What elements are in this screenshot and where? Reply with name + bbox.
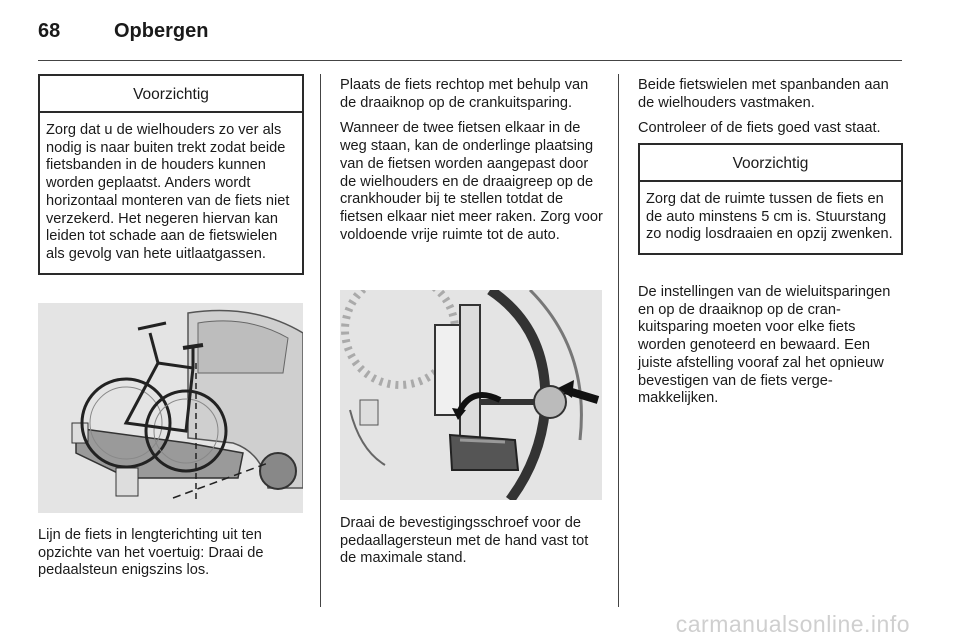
column-divider bbox=[618, 74, 619, 607]
paragraph: Wanneer de twee fietsen elkaar in de weg staan, kan de onderlinge plaatsing van de fietsen worden aangepast door de wielhouders en de draaigreep op de crankhouder bij te stellen totdat de fietsen elkaar niet meer raken. Zorg voor voldoende vrije ruimte tot de auto. bbox=[340, 120, 603, 243]
col3-text bbox=[638, 77, 906, 146]
caution-box bbox=[38, 74, 304, 275]
bike-carrier-illustration bbox=[38, 303, 303, 513]
paragraph: Plaats de fiets rechtop met behulp van de draaiknop op de crankuitsparing. bbox=[340, 77, 589, 111]
caption-2: Draai de bevestigingsschroef voor de pedaallagersteun met de hand vast tot de maximale stand. bbox=[340, 515, 589, 567]
page-number: 68 bbox=[38, 20, 61, 42]
caution-title: Voorzichtig bbox=[640, 145, 901, 182]
column-divider bbox=[320, 74, 321, 607]
col2-text bbox=[340, 77, 604, 252]
paragraph: Controleer of de fiets goed vast staat. bbox=[638, 120, 881, 137]
paragraph: Beide fietswielen met spanbanden aan de wielhouders vastmaken. bbox=[638, 77, 889, 111]
caution-body: Zorg dat u de wielhouders zo ver als nodig is naar buiten trekt zodat beide fietsbanden in de houders kunnen worden geplaatst. Anders wordt horizontaal monteren van de fiets niet verzekerd. Het negeren hiervan kan leiden tot schade aan de fietswielen als gevolg van hete uitlaatgassen. bbox=[46, 122, 290, 262]
caution-title: Voorzichtig bbox=[40, 76, 302, 113]
header-rule bbox=[38, 60, 902, 61]
caution-body: Zorg dat de ruimte tussen de fiets en de auto minstens 5 cm is. Stuurstang zo nodig losdraaien en opzij zwenken. bbox=[646, 191, 893, 243]
col3-paragraph-after: De instellingen van de wieluitsparingen en op de draaiknop op de crankuitsparing moeten voor elke fiets worden genoteerd en bewaard. Een juiste afstelling vooraf zal het opnieuw bevestigen van de fiets vergemakkelijken. bbox=[638, 284, 891, 407]
pedal-support-illustration bbox=[340, 290, 602, 500]
caution-box bbox=[638, 143, 903, 255]
caption-1: Lijn de fiets in lengterichting uit ten opzichte van het voertuig: Draai de pedaalsteun enigszins los. bbox=[38, 527, 264, 579]
watermark: carmanualsonline.info bbox=[675, 611, 910, 637]
page-title: Opbergen bbox=[114, 20, 209, 42]
